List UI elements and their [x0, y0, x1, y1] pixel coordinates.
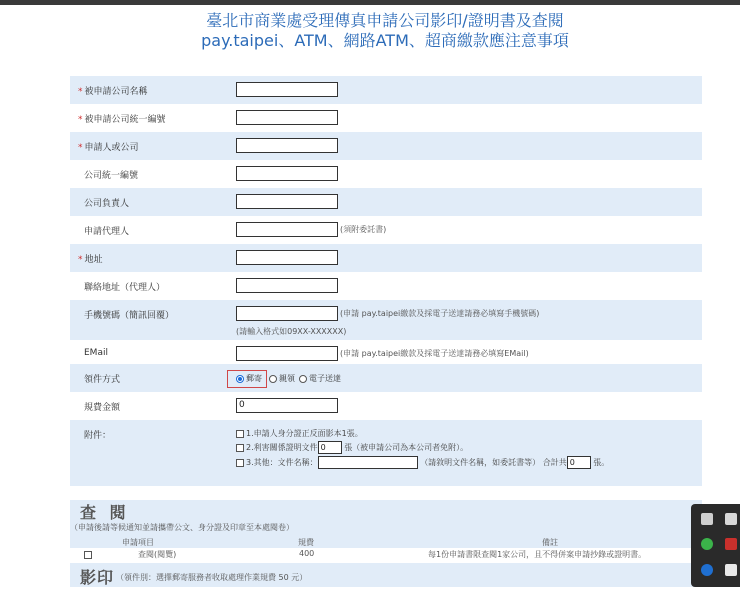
delivery-radio-group	[227, 370, 345, 388]
delivery-option-mail[interactable]: 郵寄	[227, 370, 267, 388]
row-fee	[70, 392, 702, 420]
row-contact-address	[70, 272, 702, 300]
wechat-icon[interactable]	[701, 538, 713, 550]
column-header-item: 申請項目	[122, 538, 154, 547]
applicant-tax-id-input[interactable]	[236, 166, 338, 181]
attachment-item-3: 3.其他：文件名稱： （請敘明文件名稱，如委託書等） 合計共 0 張。	[236, 456, 609, 469]
radio-pickup[interactable]	[269, 375, 277, 383]
agent-note: (須附委託書)	[340, 225, 387, 234]
label-delivery: 領件方式	[84, 375, 121, 385]
radio-electronic[interactable]	[299, 375, 307, 383]
label-mobile: 手機號碼（簡訊回覆）	[84, 311, 175, 321]
company-name-input[interactable]	[236, 82, 338, 97]
photo-icon[interactable]	[725, 513, 737, 525]
row-agent	[70, 216, 702, 244]
company-tax-id-input[interactable]	[236, 110, 338, 125]
row-attachments	[70, 420, 702, 486]
attachment-item-1: 1.申請人身分證正反面影本1張。	[236, 428, 363, 439]
address-input[interactable]	[236, 250, 338, 265]
delivery-option-pickup[interactable]: 親領	[269, 373, 295, 384]
row-email	[70, 340, 702, 364]
bluetooth-icon[interactable]	[701, 564, 713, 576]
copy-heading: 影印	[80, 568, 115, 587]
attachment-1-checkbox[interactable]	[236, 430, 244, 438]
attachment-3-name-input[interactable]	[318, 456, 418, 469]
row-fee: 400	[299, 549, 315, 558]
row-applicant	[70, 132, 702, 160]
label-applicant: 申請人或公司	[84, 143, 139, 153]
label-contact-address: 聯絡地址（代理人）	[84, 283, 166, 293]
inspect-heading: 查 閱	[80, 503, 130, 522]
column-header-fee: 規費	[298, 538, 314, 547]
label-applicant-tax-id: 公司統一編號	[84, 171, 139, 181]
grid-icon[interactable]	[725, 564, 737, 576]
agent-input[interactable]	[236, 222, 338, 237]
delivery-option-electronic[interactable]: 電子送達	[299, 373, 341, 384]
row-company-tax-id	[70, 104, 702, 132]
label-email: EMail	[84, 348, 108, 358]
email-input[interactable]	[236, 346, 338, 361]
required-mark: *	[78, 87, 83, 97]
inspect-subtitle: （申請後請等候通知並請攜帶公文、身分證及印章至本處閱卷）	[70, 523, 294, 532]
label-agent: 申請代理人	[84, 227, 130, 237]
row-address	[70, 244, 702, 272]
label-address: 地址	[84, 255, 103, 265]
page-subtitle: pay.taipei、ATM、網路ATM、超商繳款應注意事項	[201, 31, 569, 50]
mobile-format-hint: (請輸入格式如09XX-XXXXXX)	[236, 327, 347, 336]
row-mobile	[70, 300, 702, 340]
label-company-name: 被申請公司名稱	[84, 87, 148, 97]
label-attachments: 附件：	[84, 431, 112, 441]
table-row	[70, 549, 702, 561]
email-note: (申請 pay.taipei繳款及採電子送達請務必填寫EMail)	[340, 349, 529, 358]
inspect-table-header	[70, 537, 702, 547]
attachment-2-checkbox[interactable]	[236, 444, 244, 452]
required-mark: *	[78, 255, 83, 265]
required-mark: *	[78, 115, 83, 125]
row-applicant-tax-id	[70, 160, 702, 188]
attachment-3-count-input[interactable]: 0	[567, 456, 591, 469]
applicant-input[interactable]	[236, 138, 338, 153]
owner-input[interactable]	[236, 194, 338, 209]
attachment-2-count-input[interactable]: 0	[318, 441, 342, 454]
system-tray-popup	[691, 504, 740, 587]
label-fee: 規費金額	[84, 403, 121, 413]
column-header-remark: 備註	[542, 538, 558, 547]
browser-top-bar	[0, 0, 740, 5]
copy-section	[70, 563, 702, 587]
contact-address-input[interactable]	[236, 278, 338, 293]
row-owner	[70, 188, 702, 216]
label-company-tax-id: 被申請公司統一編號	[84, 115, 166, 125]
mobile-note: (申請 pay.taipei繳款及採電子送達請務必填寫手機號碼)	[340, 309, 540, 318]
application-form	[70, 76, 702, 486]
copy-subtitle: （領件別：選擇郵寄服務者收取處理作業規費 50 元）	[116, 573, 308, 582]
row-item: 查閱(閱覽)	[138, 550, 177, 559]
row-company-name	[70, 76, 702, 104]
app-icon[interactable]	[701, 513, 713, 525]
mobile-input[interactable]	[236, 306, 338, 321]
page-title: 臺北市商業處受理傳真申請公司影印/證明書及查閱	[206, 11, 564, 30]
row-remark: 每1份申請書限查閱1家公司，且不得併案申請抄錄或證明書。	[428, 550, 647, 559]
attachment-3-checkbox[interactable]	[236, 459, 244, 467]
label-owner: 公司負責人	[84, 199, 130, 209]
fee-input[interactable]: 0	[236, 398, 338, 413]
row-delivery	[70, 364, 702, 392]
radio-mail[interactable]	[236, 375, 244, 383]
alert-icon[interactable]	[725, 538, 737, 550]
required-mark: *	[78, 143, 83, 153]
inspect-row-checkbox[interactable]	[84, 551, 92, 559]
attachment-item-2: 2.利害關係證明文件 0 張（被申請公司為本公司者免附）。	[236, 441, 468, 454]
